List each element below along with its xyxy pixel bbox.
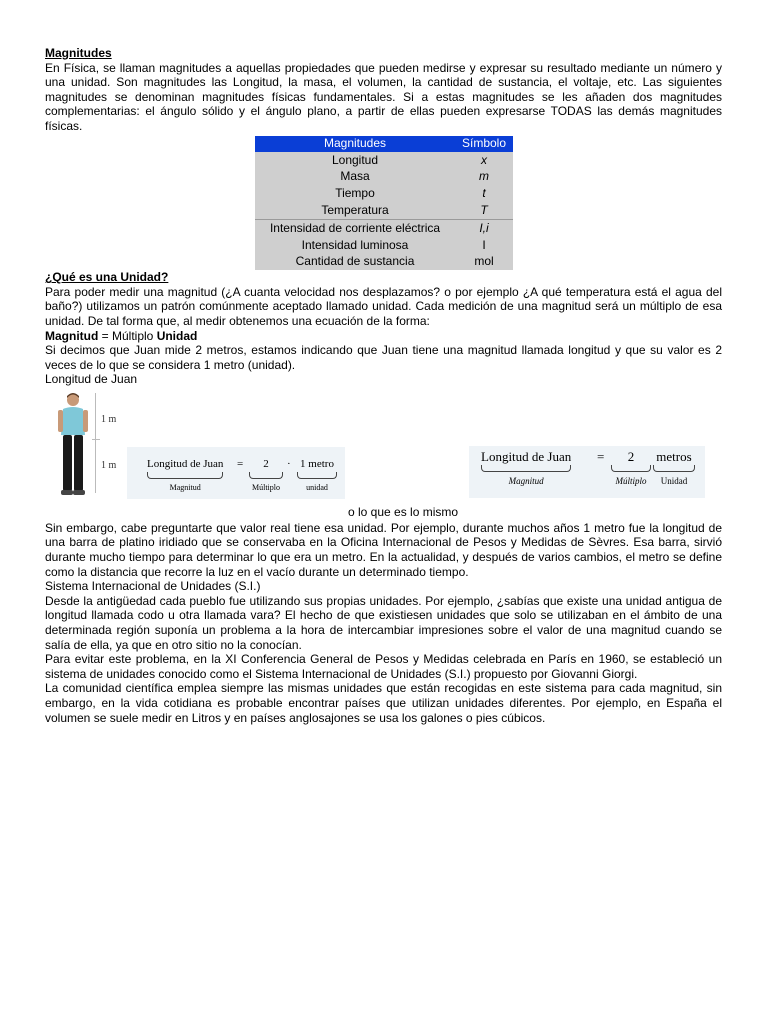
scale-label: 1 m bbox=[101, 413, 117, 425]
equation-unit-text: metros bbox=[656, 448, 692, 464]
underbrace bbox=[297, 472, 337, 479]
si-title: Sistema Internacional de Unidades (S.I.) bbox=[45, 579, 261, 594]
table-row bbox=[255, 202, 513, 219]
unidad-paragraph-2: Si decimos que Juan mide 2 metros, estamos indicando que Juan tiene una magnitud llamada longitud y que su valor es 2 veces de lo que se considera 1 metro (unidad). bbox=[45, 343, 722, 372]
underbrace bbox=[147, 472, 223, 479]
document-page bbox=[45, 46, 722, 725]
table-cell: I,i bbox=[455, 219, 513, 236]
label-unidad: Unidad bbox=[660, 476, 688, 487]
equation-unit bbox=[297, 457, 337, 496]
equation-simplified bbox=[469, 446, 705, 498]
underbrace bbox=[653, 465, 695, 472]
equation-term bbox=[481, 450, 571, 489]
table-cell: Longitud bbox=[255, 152, 455, 169]
table-row bbox=[255, 219, 513, 236]
dot-operator: · bbox=[287, 457, 291, 470]
label-multiplo: Múltiplo bbox=[615, 476, 647, 487]
magnitudes-paragraph: En Física, se llaman magnitudes a aquellas propiedades que pueden medirse y expresar su resultado mediante un número y una unidad. Son magnitudes las Longitud, la masa, el volumen, la cantidad de sustancia, el voltaje, etc. Las siguientes magnitudes se denominan magnitudes físicas fundamentales. Si a estas magnitudes se les añaden dos magnitudes complementarias: el ángulo sólido y el ángulo plano, a partir de ellas pueden expresarse TODAS las demás magnitudes físicas. bbox=[45, 60, 722, 133]
meter-scale bbox=[95, 393, 126, 493]
underbrace bbox=[249, 472, 283, 479]
unidad-paragraph-1: Para poder medir una magnitud (¿A cuanta velocidad nos desplazamos? o por ejemplo ¿A qué temperatura está el agua del baño?) utilizamos un patrón comúnmente aceptado llamado unidad. Cada medición de una magnitud será un múltiplo de esa unidad. De tal forma que, al medir obtenemos una ecuación de la forma: bbox=[45, 284, 722, 328]
table-cell: Intensidad de corriente eléctrica bbox=[255, 219, 455, 236]
section-heading-unidad: ¿Qué es una Unidad? bbox=[45, 270, 169, 285]
equation-term bbox=[147, 457, 223, 496]
table-cell: Masa bbox=[255, 168, 455, 185]
scale-label: 1 m bbox=[101, 459, 117, 471]
equation-unit bbox=[653, 450, 695, 489]
figure-caption: Longitud de Juan bbox=[45, 372, 138, 387]
table-header-magnitudes: Magnitudes bbox=[255, 136, 455, 152]
body-paragraph-5: Para evitar este problema, en la XI Conferencia General de Pesos y Medidas celebrada en París en 1960, se estableció un sistema de unidades conocido como el Sistema Internacional de Unidades (S.I.) propuesto por Giovanni Giorgi. bbox=[45, 652, 722, 681]
table-header-row bbox=[255, 136, 513, 152]
equation-multiple bbox=[611, 450, 651, 489]
label-unidad: unidad bbox=[306, 483, 328, 493]
label-multiplo: Múltiplo bbox=[251, 483, 280, 493]
table-cell: Intensidad luminosa bbox=[255, 237, 455, 254]
body-paragraph-3: Sin embargo, cabe preguntarte que valor real tiene esa unidad. Por ejemplo, durante muchos años 1 metro fue la longitud de una barra de platino iridiado que se conservaba en la Oficina Internacional de Pesos y Medidas de Sèvres. Esa barra, sirvió durante mucho tiempo para determinar lo que era un metro. En la actualidad, y después de varios cambios, el metro se define como la distancia que recorre la luz en el vacío durante un determinado tiempo. bbox=[45, 520, 722, 579]
equation-term-text: Longitud de Juan bbox=[481, 448, 572, 464]
table-cell: I bbox=[455, 237, 513, 254]
label-magnitud: Magnitud bbox=[169, 483, 201, 493]
table-cell: T bbox=[455, 202, 513, 219]
body-paragraph-6: La comunidad científica emplea siempre las mismas unidades que están recogidas en este sistema para cada magnitud, sin embargo, en la vida cotidiana es probable encontrar países que utilizan unidades diferentes. Por ejemplo, en España el volumen se suele medir en Litros y en países anglosajones se usa los galones o pies cúbicos. bbox=[45, 681, 722, 725]
magnitudes-table bbox=[255, 136, 513, 271]
equation-term-text: Longitud de Juan bbox=[147, 457, 224, 470]
formula-unidad: Unidad bbox=[156, 328, 198, 343]
underbrace bbox=[481, 465, 571, 472]
table-cell: m bbox=[455, 168, 513, 185]
table-header-simbolo: Símbolo bbox=[455, 136, 513, 152]
formula-line bbox=[45, 329, 722, 344]
table-row bbox=[255, 152, 513, 169]
body-paragraph-4: Desde la antigüedad cada pueblo fue utilizando sus propias unidades. Por ejemplo, ¿sabías que existe una unidad antigua de longitud llamada codo u otra llamada vara? El hecho de que existiesen unidades que solo se utilizaban en el ámbito de una determinada región suponía un problema a la hora de intercambiar impresiones sobre el valor de una magnitud cuando se salía de ella, ya que en otro sitio no la conocían. bbox=[45, 593, 722, 652]
formula-multiplo: = Múltiplo bbox=[98, 328, 157, 343]
table-cell: mol bbox=[455, 253, 513, 270]
equation-multiple-value: 2 bbox=[263, 457, 269, 470]
table-row bbox=[255, 253, 513, 270]
person-illustration bbox=[51, 391, 101, 501]
section-heading-magnitudes: Magnitudes bbox=[45, 46, 112, 60]
equals-sign: = bbox=[237, 457, 244, 470]
equals-sign: = bbox=[597, 448, 605, 464]
equation-multiple bbox=[249, 457, 283, 496]
table-row bbox=[255, 168, 513, 185]
equation-multiplication bbox=[127, 447, 345, 499]
table-row bbox=[255, 237, 513, 254]
formula-magnitud: Magnitud bbox=[45, 328, 99, 343]
table-cell: Tiempo bbox=[255, 185, 455, 202]
table-cell: x bbox=[455, 152, 513, 169]
underbrace bbox=[611, 465, 651, 472]
juan-figure bbox=[45, 387, 722, 521]
equivalence-text: o lo que es lo mismo bbox=[348, 504, 459, 519]
table-cell: Cantidad de sustancia bbox=[255, 253, 455, 270]
label-magnitud: Magnitud bbox=[508, 476, 544, 487]
table-cell: t bbox=[455, 185, 513, 202]
equation-multiple-value: 2 bbox=[627, 448, 635, 464]
table-row bbox=[255, 185, 513, 202]
table-cell: Temperatura bbox=[255, 202, 455, 219]
equation-unit-text: 1 metro bbox=[300, 457, 334, 470]
